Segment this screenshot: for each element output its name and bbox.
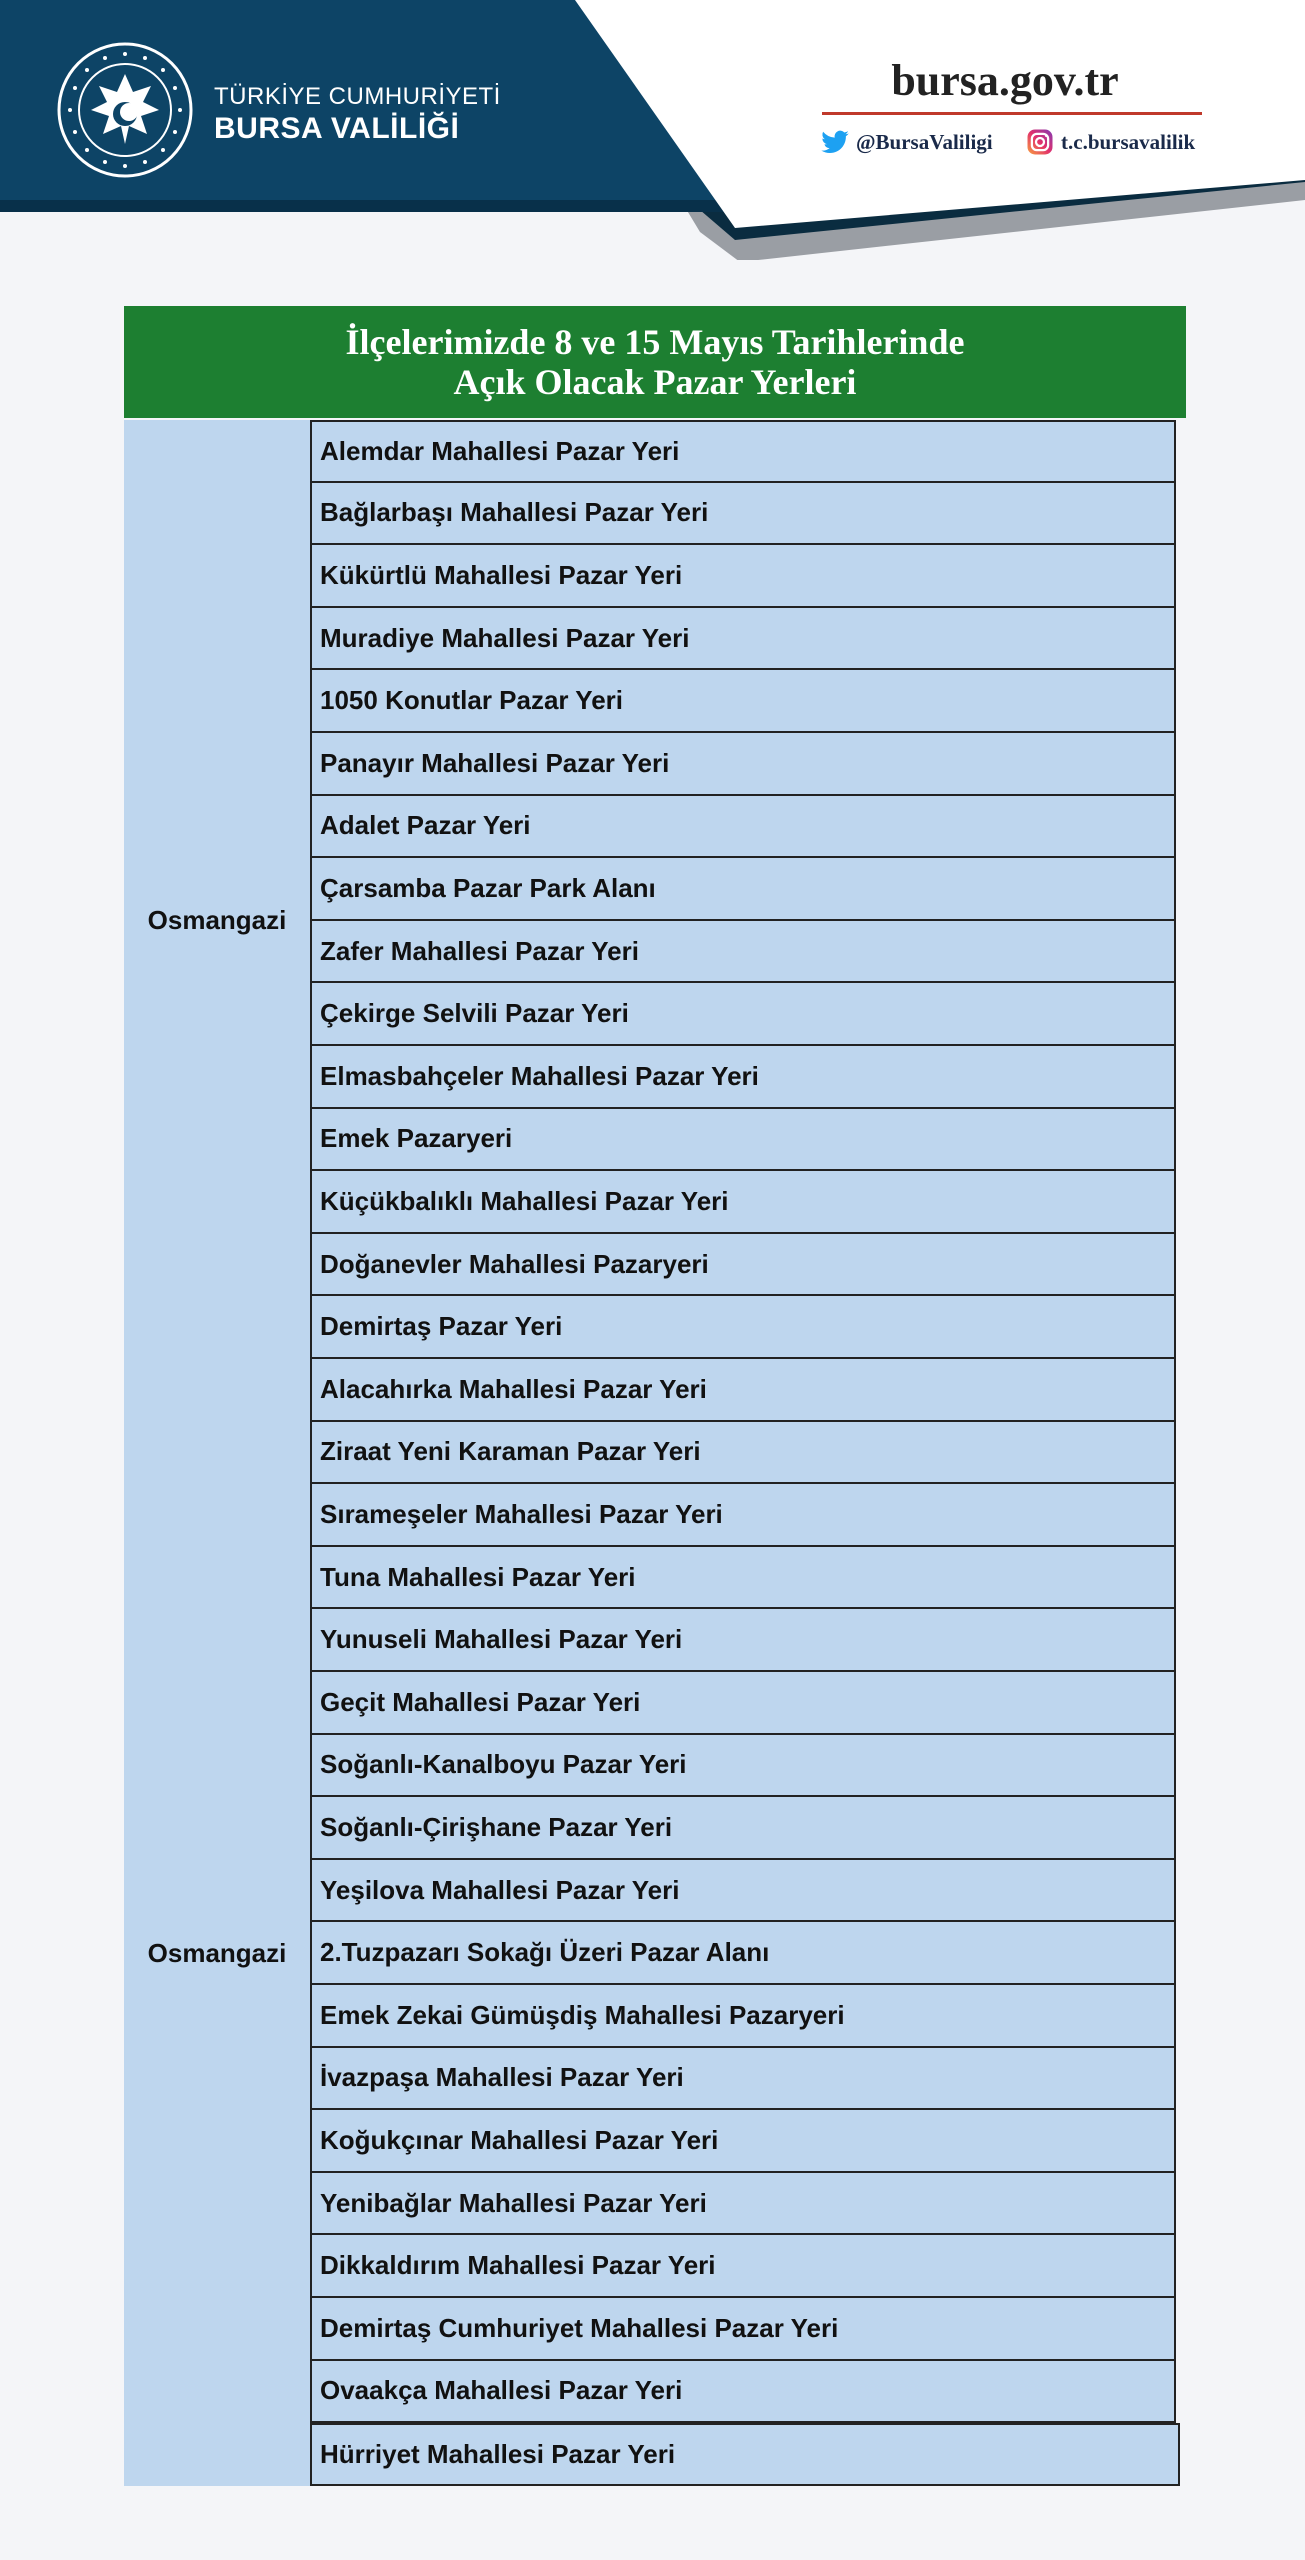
market-row: Yeşilova Mahallesi Pazar Yeri [310, 1860, 1176, 1923]
market-row: Panayır Mahallesi Pazar Yeri [310, 733, 1176, 796]
instagram-icon [1025, 127, 1055, 157]
market-row: Çarsamba Pazar Park Alanı [310, 858, 1176, 921]
market-row: Emek Zekai Gümüşdiş Mahallesi Pazaryeri [310, 1985, 1176, 2048]
market-row: Zafer Mahallesi Pazar Yeri [310, 921, 1176, 984]
market-row: Ovaakça Mahallesi Pazar Yeri [310, 2361, 1176, 2424]
market-row: Küçükbalıklı Mahallesi Pazar Yeri [310, 1171, 1176, 1234]
market-row: Yunuseli Mahallesi Pazar Yeri [310, 1609, 1176, 1672]
market-row: Alemdar Mahallesi Pazar Yeri [310, 420, 1176, 483]
bursa-valiligi-emblem [55, 40, 195, 180]
website-link[interactable]: bursa.gov.tr [891, 56, 1119, 105]
market-row: Soğanlı-Kanalboyu Pazar Yeri [310, 1735, 1176, 1798]
market-row: Koğukçınar Mahallesi Pazar Yeri [310, 2110, 1176, 2173]
title-line-1: İlçelerimizde 8 ve 15 Mayıs Tarihlerinde [345, 322, 965, 362]
district-group [124, 420, 1177, 1422]
government-name: TÜRKİYE CUMHURİYETİ [214, 83, 501, 110]
market-row: Bağlarbaşı Mahallesi Pazar Yeri [310, 483, 1176, 546]
governorship-name: BURSA VALİLİĞİ [214, 112, 460, 145]
twitter-link[interactable] [820, 127, 993, 157]
market-row: Demirtaş Pazar Yeri [310, 1296, 1176, 1359]
market-row: Kükürtlü Mahallesi Pazar Yeri [310, 545, 1176, 608]
market-row: Adalet Pazar Yeri [310, 796, 1176, 859]
market-row: Sırameşeler Mahallesi Pazar Yeri [310, 1484, 1176, 1547]
twitter-handle: @BursaValiligi [856, 129, 993, 154]
market-row: Muradiye Mahallesi Pazar Yeri [310, 608, 1176, 671]
market-row: Dikkaldırım Mahallesi Pazar Yeri [310, 2235, 1176, 2298]
market-list [310, 1422, 1176, 2486]
market-row: 2.Tuzpazarı Sokağı Üzeri Pazar Alanı [310, 1922, 1176, 1985]
market-row: Soğanlı-Çirişhane Pazar Yeri [310, 1797, 1176, 1860]
header-banner [0, 0, 1305, 260]
district-cell: Osmangazi [124, 1422, 310, 2486]
market-row: Geçit Mahallesi Pazar Yeri [310, 1672, 1176, 1735]
page-title [124, 306, 1186, 418]
twitter-icon [820, 127, 850, 157]
market-row: Tuna Mahallesi Pazar Yeri [310, 1547, 1176, 1610]
market-row: 1050 Konutlar Pazar Yeri [310, 670, 1176, 733]
market-row: Emek Pazaryeri [310, 1109, 1176, 1172]
market-row: Ziraat Yeni Karaman Pazar Yeri [310, 1422, 1176, 1485]
market-list [310, 420, 1176, 1422]
market-row: Doğanevler Mahallesi Pazaryeri [310, 1234, 1176, 1297]
title-line-2: Açık Olacak Pazar Yerleri [453, 362, 857, 402]
market-row: Elmasbahçeler Mahallesi Pazar Yeri [310, 1046, 1176, 1109]
market-row: İvazpaşa Mahallesi Pazar Yeri [310, 2048, 1176, 2111]
instagram-handle: t.c.bursavalilik [1061, 129, 1196, 154]
district-group [124, 1422, 1177, 2486]
market-row: Yenibağlar Mahallesi Pazar Yeri [310, 2173, 1176, 2236]
market-row: Çekirge Selvili Pazar Yeri [310, 983, 1176, 1046]
website-underline [822, 112, 1202, 115]
market-row: Alacahırka Mahallesi Pazar Yeri [310, 1359, 1176, 1422]
market-row: Hürriyet Mahallesi Pazar Yeri [310, 2423, 1180, 2486]
district-cell: Osmangazi [124, 420, 310, 1422]
instagram-link[interactable] [1025, 127, 1195, 157]
market-row: Demirtaş Cumhuriyet Mahallesi Pazar Yeri [310, 2298, 1176, 2361]
